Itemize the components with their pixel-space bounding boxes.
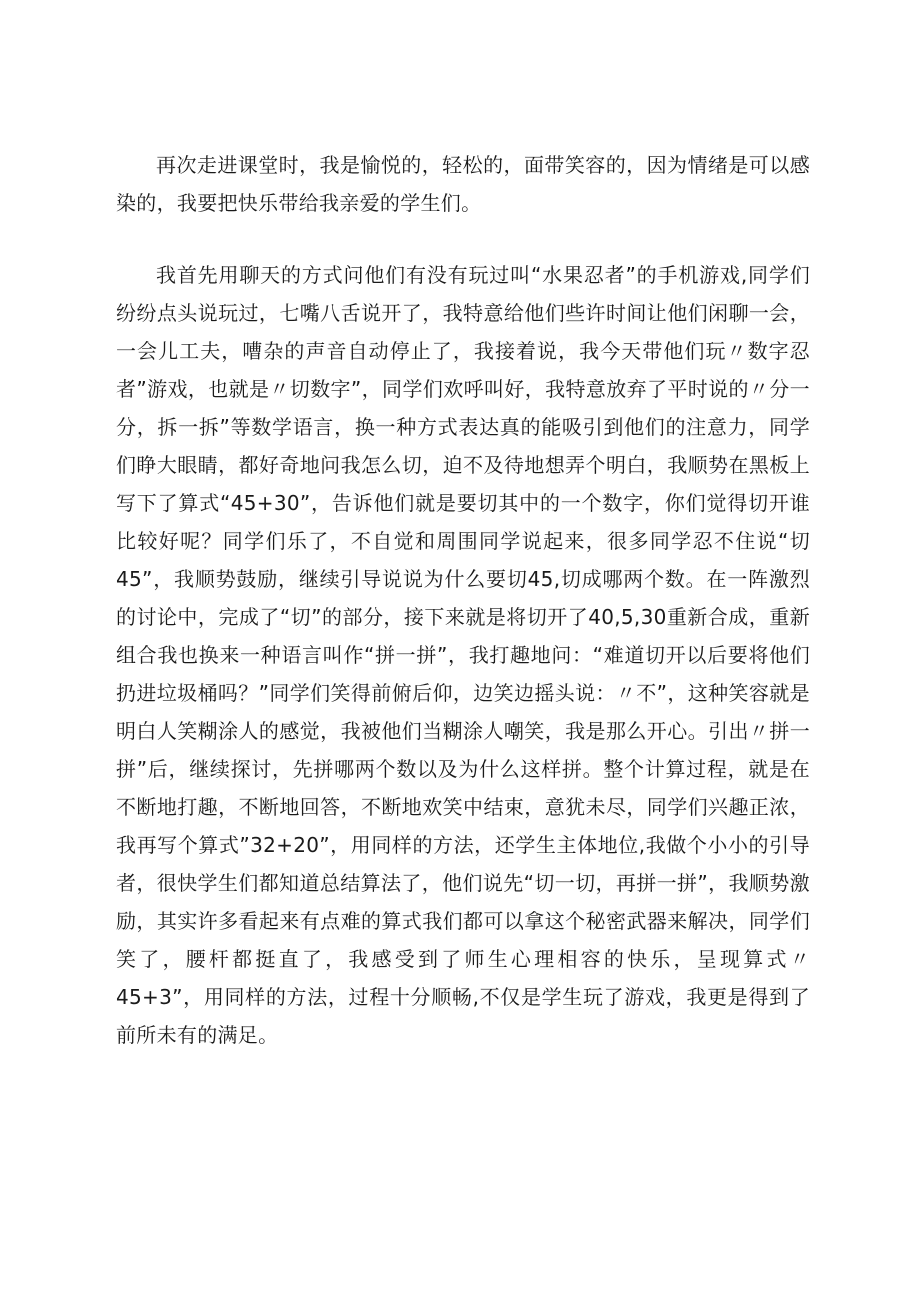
paragraph-2: 我首先用聊天的方式问他们有没有玩过叫“水果忍者”的手机游戏,同学们纷纷点头说玩过，七嘴八舌说开了，我特意给他们些许时间让他们闲聊一会，一会儿工夫，嘈杂的声音自动停止了，我接着说，我今天带他们玩〃数字忍者”游戏，也就是〃切数字”，同学们欢呼叫好，我特意放弃了平时说的〃分一分，拆一拆”等数学语言，换一种方式表达真的能吸引到他们的注意力，同学们睁大眼睛，都好奇地问我怎么切，迫不及待地想弄个明白，我顺势在黑板上写下了算式“45+30”，告诉他们就是要切其中的一个数字，你们觉得切开谁比较好呢？同学们乐了，不自觉和周围同学说起来，很多同学忍不住说“切45”，我顺势鼓励，继续引导说说为什么要切45,切成哪两个数。在一阵激烈的讨论中，完成了“切”的部分，接下来就是将切开了40,5,30重新合成，重新组合我也换来一种语言叫作“拼一拼”，我打趣地问：“难道切开以后要将他们扔进垃圾桶吗？”同学们笑得前俯后仰，边笑边摇头说：〃不”，这种笑容就是明白人笑糊涂人的感觉，我被他们当糊涂人嘲笑，我是那么开心。引出〃拼一拼”后，继续探讨，先拼哪两个数以及为什么这样拼。整个计算过程，就是在不断地打趣，不断地回答，不断地欢笑中结束，意犹未尽，同学们兴趣正浓，我再写个算式”32+20”，用同样的方法，还学生主体地位,我做个小小的引导者，很快学生们都知道总结算法了，他们说先“切一切，再拼一拼”，我顺势激励，其实许多看起来有点难的算式我们都可以拿这个秘密武器来解决，同学们笑了，腰杆都挺直了，我感受到了师生心理相容的快乐，呈现算式〃45+3”，用同样的方法，过程十分顺畅,不仅是学生玩了游戏，我更是得到了前所未有的满足。 <box>116 263 810 1047</box>
paragraph-1: 再次走进课堂时，我是愉悦的，轻松的，面带笑容的，因为情绪是可以感染的，我要把快乐带给我亲爱的学生们。 <box>116 153 810 215</box>
document-body <box>116 146 810 1054</box>
